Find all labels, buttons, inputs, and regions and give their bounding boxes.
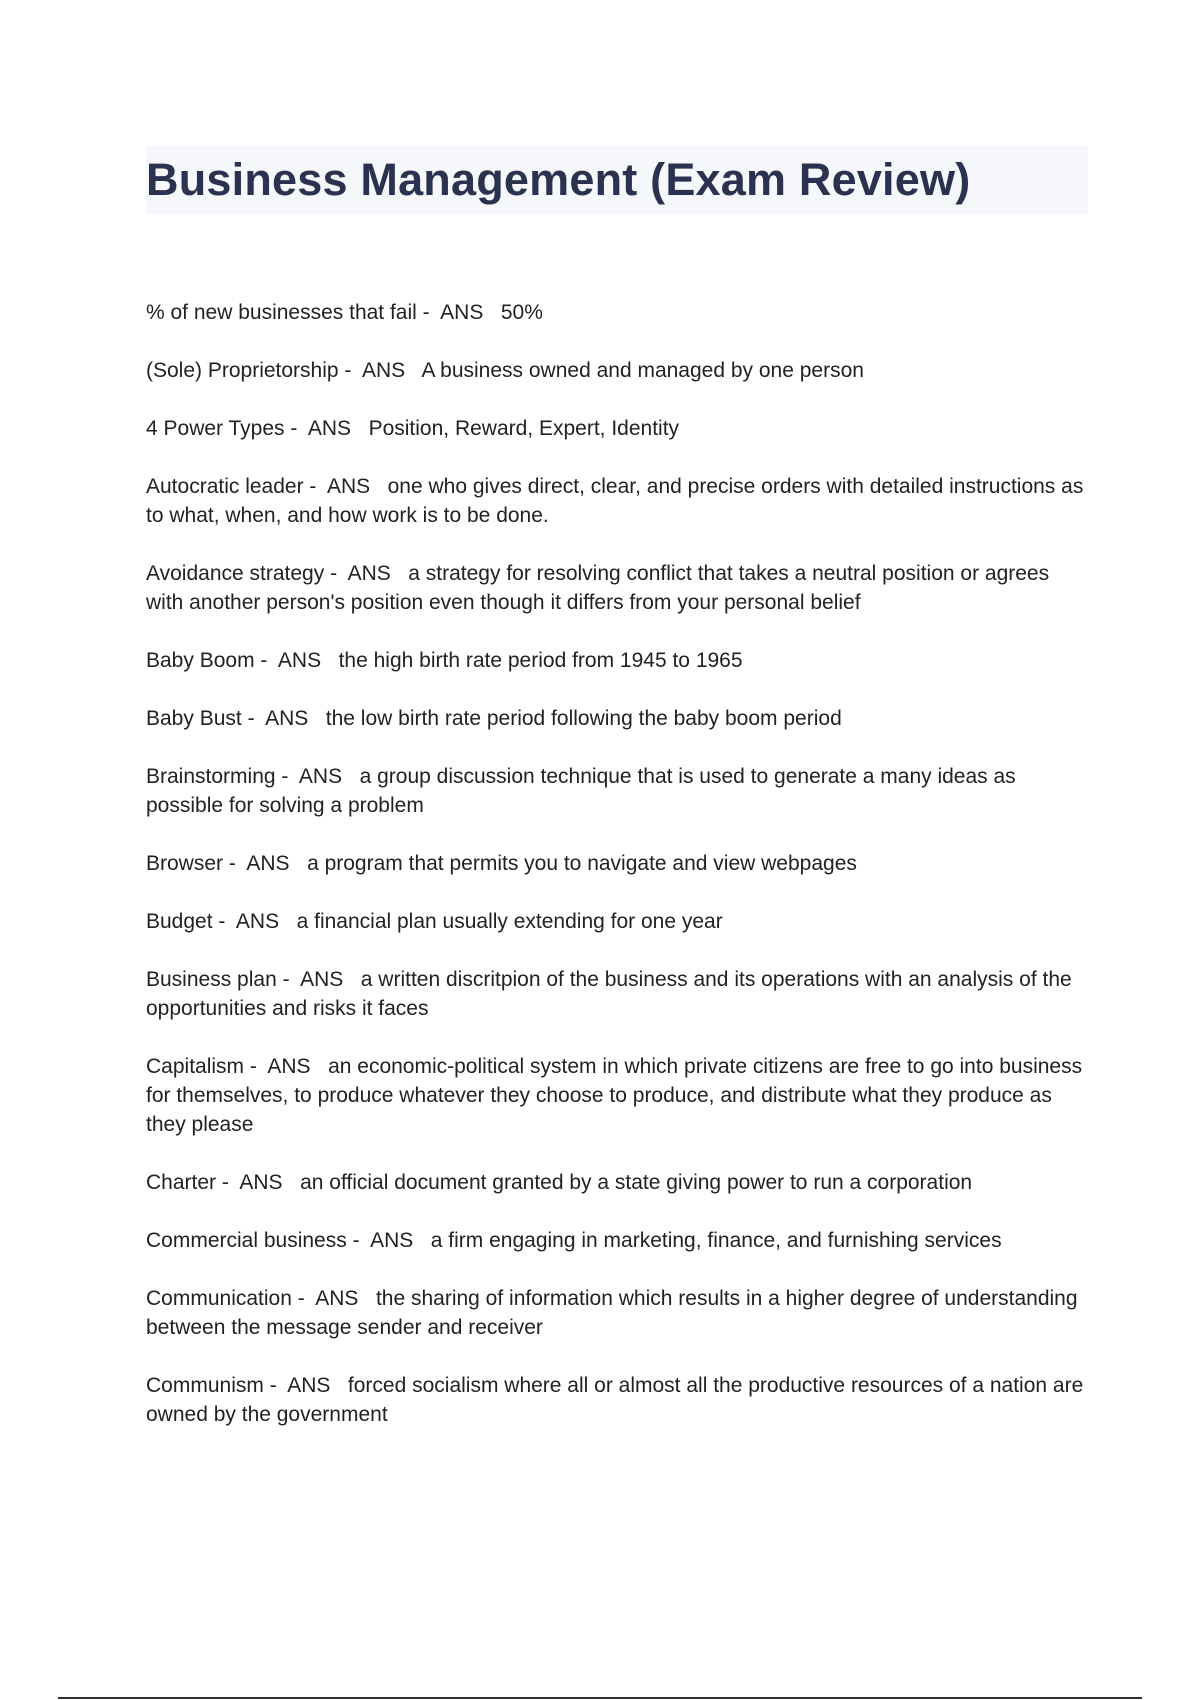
entry-term: Brainstorming — [146, 765, 276, 788]
entry-separator: - — [346, 1229, 371, 1252]
glossary-entry — [146, 1052, 1092, 1139]
entry-term: Autocratic leader — [146, 475, 304, 498]
entry-definition: an economic-political system in which private citizens are free to go into business for themselves, to produce whatever they choose to produce, and distribute what they produce as they please — [146, 1055, 1088, 1136]
glossary-entry — [146, 965, 1092, 1023]
entry-separator: - — [263, 1374, 288, 1397]
entry-separator: - — [324, 562, 348, 585]
entry-term: Commercial business — [146, 1229, 347, 1252]
glossary-entry — [146, 646, 1092, 675]
entry-definition: a program that permits you to navigate and view webpages — [289, 852, 857, 875]
glossary-entry — [146, 762, 1092, 820]
entry-definition: a financial plan usually extending for one year — [279, 910, 723, 933]
entry-term: Baby Boom — [146, 649, 255, 672]
glossary-entry — [146, 907, 1092, 936]
entry-term: Capitalism — [146, 1055, 245, 1078]
entry-separator: - — [291, 1287, 316, 1310]
entry-separator: - — [212, 910, 236, 933]
answer-marker: ANS — [370, 1229, 414, 1252]
glossary-list — [146, 298, 1092, 1458]
entry-separator: - — [284, 417, 308, 440]
answer-marker: ANS — [298, 765, 343, 788]
answer-marker: ANS — [315, 1287, 359, 1310]
answer-marker: ANS — [235, 910, 280, 933]
entry-separator: - — [275, 765, 299, 788]
entry-term: Budget — [146, 910, 213, 933]
entry-term: Baby Bust — [146, 707, 242, 730]
entry-separator: - — [303, 475, 327, 498]
answer-marker: ANS — [326, 475, 371, 498]
glossary-entry — [146, 356, 1092, 385]
footer-divider — [58, 1697, 1142, 1699]
entry-definition: one who gives direct, clear, and precise orders with detailed instructions as to what, when, and how work is to be done. — [146, 475, 1090, 527]
entry-term: Business plan — [146, 968, 277, 991]
entry-separator: - — [416, 301, 441, 324]
entry-definition: A business owned and managed by one person — [405, 359, 864, 382]
answer-marker: ANS — [267, 1055, 311, 1078]
answer-marker: ANS — [440, 301, 484, 324]
entry-separator: - — [241, 707, 266, 730]
glossary-entry — [146, 414, 1092, 443]
title-banner — [146, 146, 1088, 214]
glossary-entry — [146, 1226, 1092, 1255]
entry-term: % of new businesses that fail — [146, 301, 417, 324]
entry-separator: - — [338, 359, 362, 382]
answer-marker: ANS — [300, 968, 344, 991]
entry-separator: - — [216, 1171, 240, 1194]
entry-definition: a written discritpion of the business and its operations with an analysis of the opportunities and risks it faces — [146, 968, 1078, 1020]
entry-definition: an official document granted by a state giving power to run a corporation — [282, 1171, 973, 1194]
answer-marker: ANS — [239, 1171, 283, 1194]
answer-marker: ANS — [347, 562, 391, 585]
entry-term: Browser — [146, 852, 224, 875]
entry-separator: - — [276, 968, 301, 991]
entry-separator: - — [244, 1055, 268, 1078]
entry-term: Communism — [146, 1374, 264, 1397]
glossary-entry — [146, 1371, 1092, 1429]
glossary-entry — [146, 704, 1092, 733]
answer-marker: ANS — [265, 707, 309, 730]
entry-definition: the high birth rate period from 1945 to 1965 — [321, 649, 743, 672]
glossary-entry — [146, 298, 1092, 327]
entry-definition: the low birth rate period following the baby boom period — [308, 707, 842, 730]
entry-separator: - — [254, 649, 278, 672]
page-title: Business Management (Exam Review) — [146, 154, 971, 205]
entry-definition: a strategy for resolving conflict that takes a neutral position or agrees with another person's position even though it differs from your personal belief — [146, 562, 1055, 614]
entry-term: Charter — [146, 1171, 217, 1194]
entry-term: (Sole) Proprietorship — [146, 359, 339, 382]
entry-definition: 50% — [483, 301, 543, 324]
entry-term: Communication — [146, 1287, 292, 1310]
answer-marker: ANS — [246, 852, 290, 875]
entry-definition: the sharing of information which results in a higher degree of understanding between the message sender and receiver — [146, 1287, 1084, 1339]
answer-marker: ANS — [277, 649, 322, 672]
entry-definition: Position, Reward, Expert, Identity — [351, 417, 680, 440]
entry-term: 4 Power Types — [146, 417, 285, 440]
glossary-entry — [146, 1168, 1092, 1197]
glossary-entry — [146, 472, 1092, 530]
answer-marker: ANS — [361, 359, 406, 382]
answer-marker: ANS — [307, 417, 352, 440]
entry-term: Avoidance strategy — [146, 562, 325, 585]
entry-definition: a firm engaging in marketing, finance, and furnishing services — [413, 1229, 1002, 1252]
glossary-entry — [146, 1284, 1092, 1342]
entry-separator: - — [223, 852, 247, 875]
entry-definition: a group discussion technique that is used to generate a many ideas as possible for solving a problem — [146, 765, 1022, 817]
entry-definition: forced socialism where all or almost all the productive resources of a nation are owned by the government — [146, 1374, 1090, 1426]
glossary-entry — [146, 559, 1092, 617]
glossary-entry — [146, 849, 1092, 878]
answer-marker: ANS — [287, 1374, 331, 1397]
